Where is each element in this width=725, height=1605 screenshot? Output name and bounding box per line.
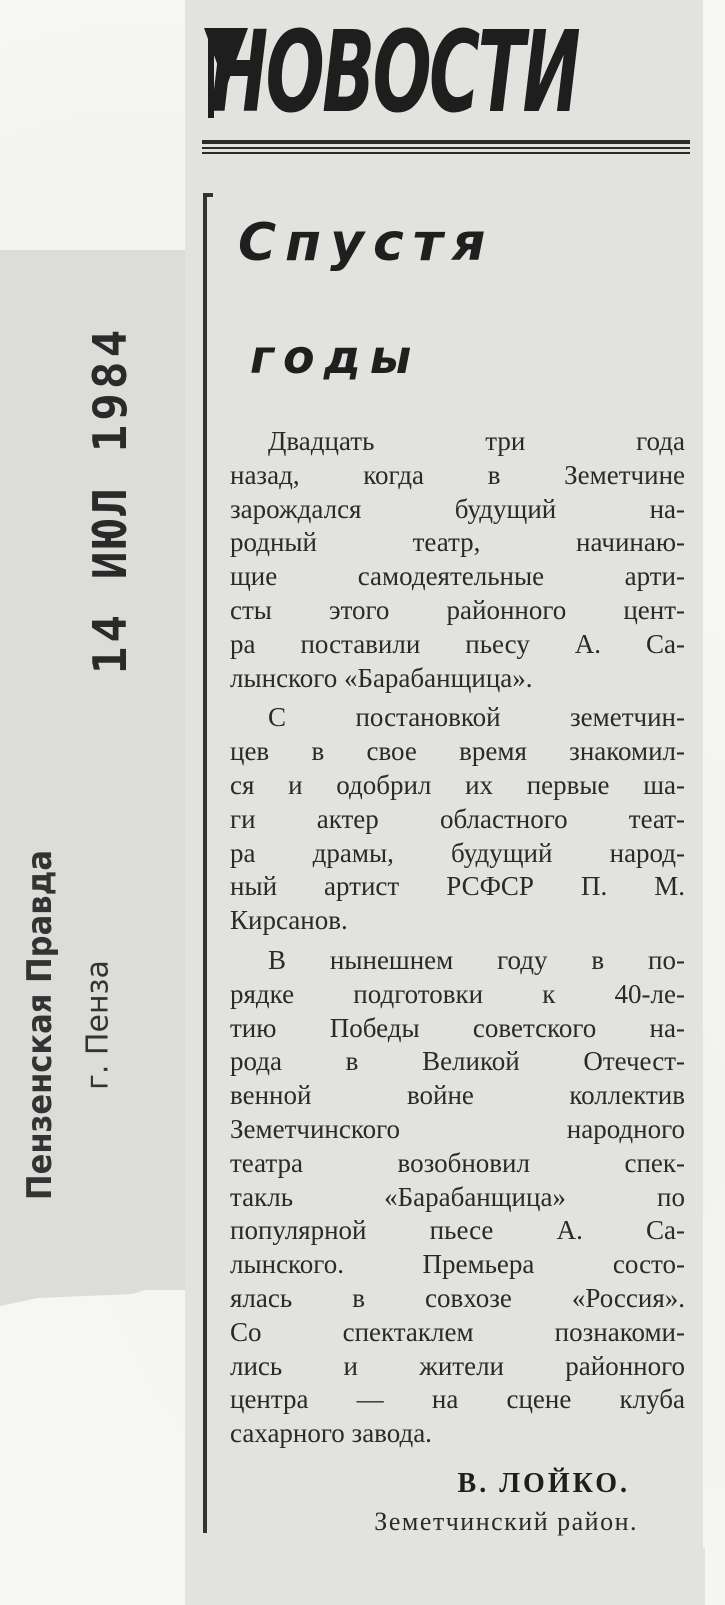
headline-line-1: Спустя [238,213,495,273]
article-border-corner [203,193,213,197]
text-line: родный театр, начинаю- [230,527,685,558]
stamp-newspaper-name [20,831,60,1220]
stamp-date: 14 ИЮЛ 1984 [83,325,137,675]
text-line: ялась в совхозе «Россия». [230,1282,685,1313]
article-left-border [203,193,207,1533]
header-rules [202,140,690,157]
text-line: назад, когда в Земетчине [230,459,685,490]
text-line: Со спектаклем познакоми- [230,1316,685,1347]
text-line: сты этого районного цент- [230,594,685,625]
header-rule [202,147,690,149]
stamp-newspaper-name-text: Пензенская Правда [20,850,60,1200]
text-line: щие самодеятельные арти- [230,561,685,592]
paragraph [230,425,685,695]
text-line: ра поставили пьесу А. Са- [230,628,685,659]
header-rule [202,140,690,144]
text-line: такль «Барабанщица» по [230,1181,685,1212]
paragraph [230,944,685,1451]
text-line: лынского. Премьера состо- [230,1249,685,1280]
text-line: ги актер областного теат- [230,803,685,834]
text-line: лынского «Барабанщица». [230,662,533,693]
text-line: венной войне коллектив [230,1080,685,1111]
text-line: тию Победы советского на- [230,1012,685,1043]
text-line: ный артист РСФСР П. М. [230,871,685,902]
text-line: театра возобновил спек- [230,1147,685,1178]
text-line: центра — на сцене клуба [230,1384,685,1415]
text-line: цев в свое время знакомил- [230,736,685,767]
paragraph [230,701,685,938]
author-region: Земетчинский район. [374,1507,638,1536]
author-signature: В. ЛОЙКО. [457,1468,630,1499]
header-rule [202,152,690,154]
headline-line-2: годы [250,330,421,384]
stamp-strip-torn-edge [0,1250,190,1330]
article-clipping-bottom [185,1548,705,1605]
article-body [230,425,685,1457]
stamp-city: г. Пенза [80,960,116,1090]
text-line: рода в Великой Отечест- [230,1046,685,1077]
text-line: ра драмы, будущий народ- [230,837,685,868]
text-line: Двадцать три года [268,426,685,456]
text-line: зарождался будущий на- [230,493,685,524]
text-line: С постановкой земетчин- [268,702,685,733]
text-line: лись и жители районного [230,1350,685,1381]
text-line: сахарного завода. [230,1418,432,1449]
text-line: Земетчинского народного [230,1113,685,1144]
text-line: популярной пьесе А. Са- [230,1215,685,1246]
text-line: рядке подготовки к 40-ле- [230,978,685,1009]
text-line: ся и одобрил их первые ша- [230,769,685,800]
section-title: НОВОСТИ [210,8,579,138]
text-line: Кирсанов. [230,905,348,936]
text-line: В нынешнем году в по- [268,944,685,975]
